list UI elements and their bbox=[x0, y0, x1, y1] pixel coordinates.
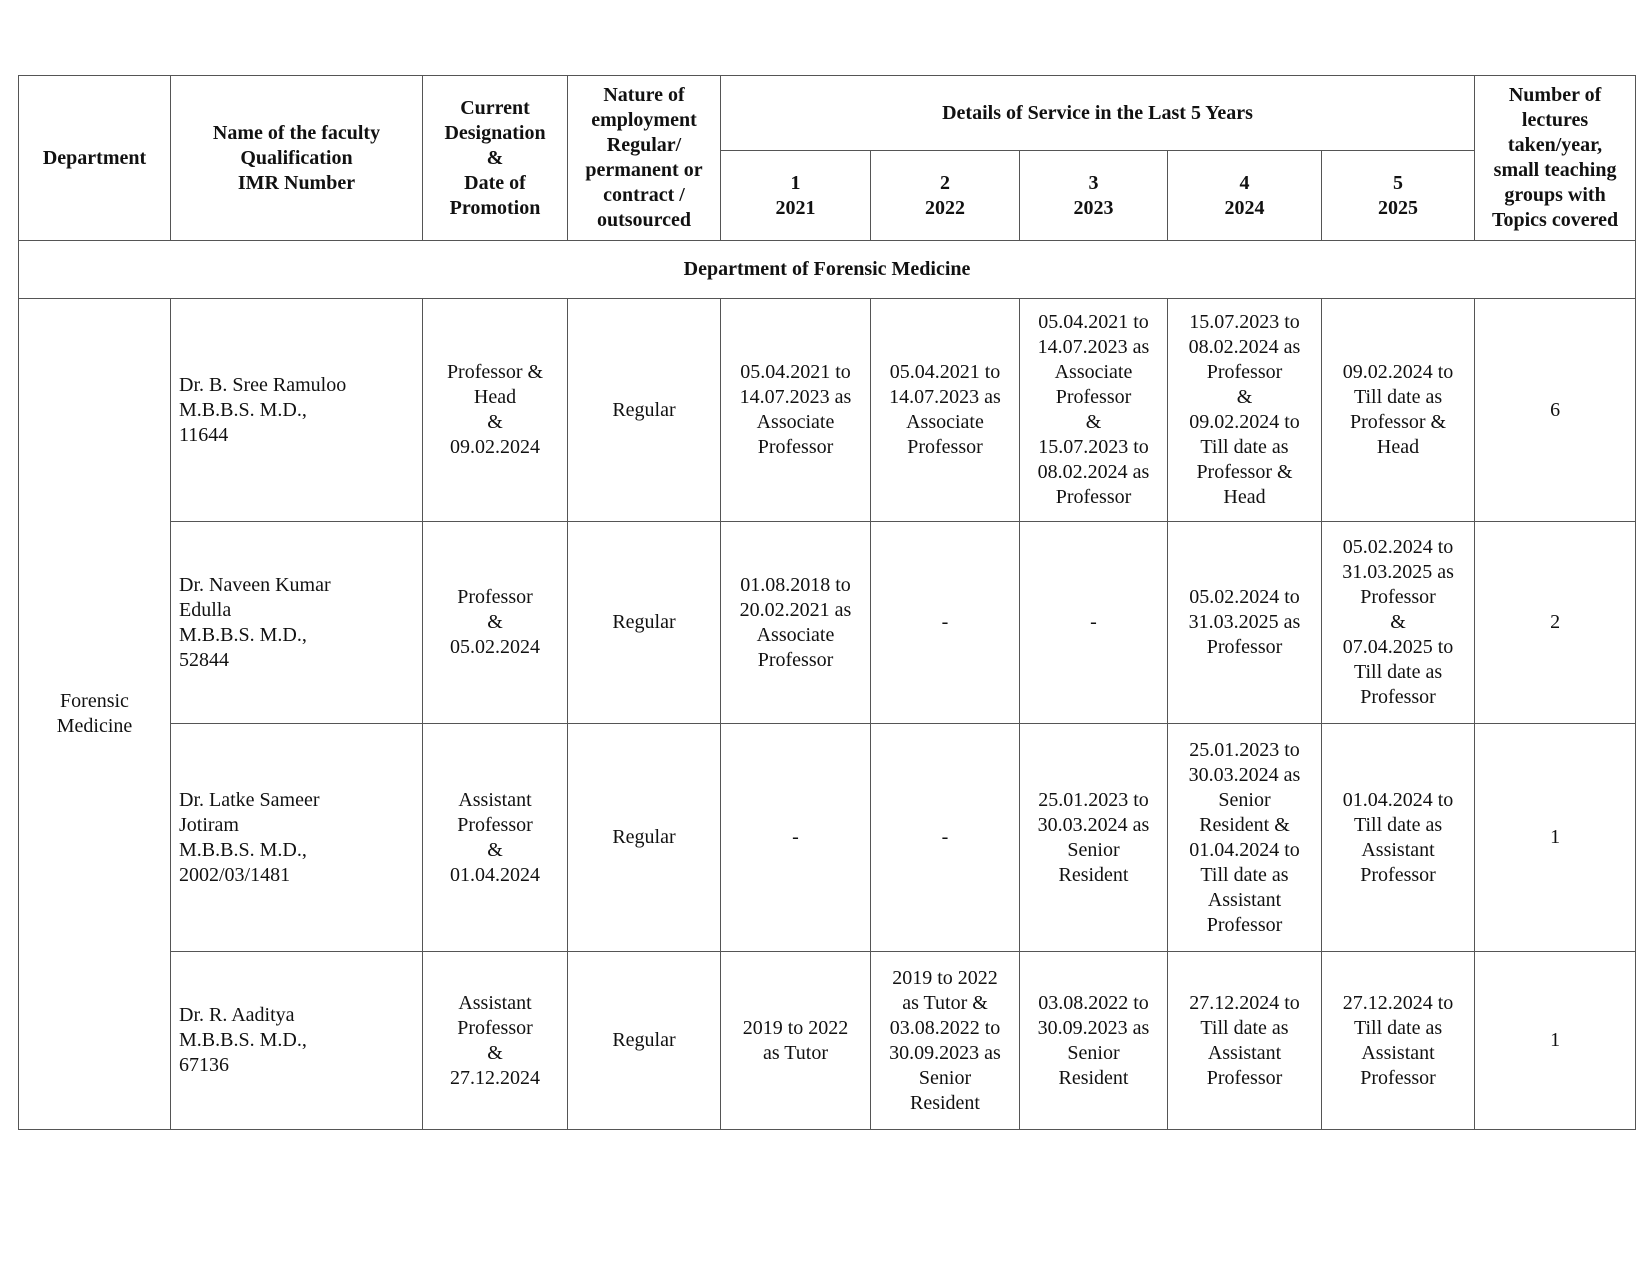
cell-line: Till date as bbox=[1353, 386, 1443, 408]
department-cell: Forensic Medicine bbox=[19, 299, 171, 1130]
cell-line: Professor bbox=[1055, 486, 1132, 508]
designation-cell bbox=[423, 522, 568, 724]
cell-line: Senior bbox=[1067, 838, 1120, 861]
cell-line: 05.02.2024 to bbox=[1342, 536, 1454, 558]
cell-line: 09.02.2024 to bbox=[1189, 411, 1300, 433]
cell-line: - bbox=[941, 611, 949, 633]
service-2024-cell bbox=[1168, 724, 1322, 952]
header-year-2022: 2 2022 bbox=[871, 151, 1020, 241]
service-2023-cell bbox=[1020, 522, 1168, 724]
cell-line: 67136 bbox=[179, 1054, 229, 1076]
header-year-2024: 4 2024 bbox=[1168, 151, 1322, 241]
cell-line: & bbox=[1085, 411, 1102, 433]
cell-line: 30.09.2023 as bbox=[1037, 1016, 1150, 1039]
cell-line: 05.04.2021 to bbox=[740, 361, 851, 383]
cell-line: 15.07.2023 to bbox=[1189, 311, 1300, 333]
header-row bbox=[19, 76, 1636, 151]
cell-line: Professor bbox=[757, 648, 834, 671]
cell-line: 01.08.2018 to bbox=[740, 573, 851, 596]
nature-cell: Regular bbox=[568, 522, 721, 724]
service-2023-cell bbox=[1020, 299, 1168, 522]
cell-line: 2002/03/1481 bbox=[179, 863, 291, 886]
cell-line: 2019 to 2022 bbox=[742, 1016, 849, 1039]
cell-line: Resident bbox=[1058, 863, 1129, 886]
cell-line: & bbox=[487, 838, 503, 861]
cell-line: 31.03.2025 as bbox=[1342, 561, 1454, 583]
cell-line: Resident & bbox=[1199, 813, 1290, 836]
service-2021-cell bbox=[721, 522, 871, 724]
cell-line: 31.03.2025 as bbox=[1188, 611, 1301, 633]
lectures-cell: 1 bbox=[1475, 724, 1636, 952]
lectures-cell: 1 bbox=[1475, 952, 1636, 1130]
cell-line: - bbox=[792, 826, 799, 848]
cell-line: Professor bbox=[907, 436, 983, 458]
cell-line: Professor & bbox=[446, 361, 544, 383]
section-row bbox=[19, 241, 1636, 299]
cell-line: 30.03.2024 as bbox=[1188, 763, 1301, 786]
faculty-table bbox=[18, 75, 1636, 1130]
cell-line: 05.02.2024 bbox=[450, 636, 540, 658]
cell-line: Assistant bbox=[1361, 1041, 1435, 1064]
cell-line: Professor bbox=[1206, 361, 1283, 383]
service-2024-cell bbox=[1168, 299, 1322, 522]
cell-line: Jotiram bbox=[179, 813, 239, 836]
cell-line: M.B.B.S. M.D., bbox=[179, 838, 307, 861]
service-2022-cell bbox=[871, 522, 1020, 724]
designation-cell bbox=[423, 952, 568, 1130]
cell-line: Senior bbox=[918, 1066, 972, 1089]
cell-line: 09.02.2024 bbox=[450, 436, 540, 458]
cell-line: 01.04.2024 bbox=[450, 863, 540, 886]
cell-line: Dr. B. Sree Ramuloo bbox=[179, 373, 347, 396]
cell-line: 52844 bbox=[179, 648, 229, 671]
cell-line: 05.04.2021 to bbox=[1038, 311, 1149, 333]
cell-line: Dr. R. Aaditya bbox=[179, 1004, 295, 1026]
cell-line: 14.07.2023 as bbox=[739, 386, 852, 408]
cell-line: - bbox=[941, 826, 949, 848]
cell-line: Till date as bbox=[1353, 813, 1443, 836]
designation-cell bbox=[423, 299, 568, 522]
cell-line: Professor bbox=[457, 1016, 533, 1039]
cell-line: Dr. Naveen Kumar bbox=[179, 573, 331, 596]
cell-line: 30.03.2024 as bbox=[1037, 813, 1150, 836]
cell-line: Edulla bbox=[179, 598, 232, 621]
cell-line: Professor bbox=[1055, 386, 1132, 408]
cell-line: 2019 to 2022 bbox=[892, 966, 998, 989]
header-lectures: Number of lectures taken/year, small teaching groups with Topics covered bbox=[1475, 76, 1636, 241]
cell-line: 15.07.2023 to bbox=[1038, 436, 1149, 458]
cell-line: M.B.B.S. M.D., bbox=[179, 398, 307, 421]
service-2022-cell bbox=[871, 724, 1020, 952]
cell-line: Dr. Latke Sameer bbox=[179, 788, 320, 811]
table-row bbox=[19, 299, 1636, 522]
cell-line: Senior bbox=[1067, 1041, 1120, 1064]
cell-line: 03.08.2022 to bbox=[1038, 991, 1149, 1014]
cell-line: Till date as bbox=[1200, 436, 1289, 458]
cell-line: Professor bbox=[757, 436, 834, 458]
cell-line: Associate bbox=[1054, 361, 1133, 383]
cell-line: 27.12.2024 to bbox=[1342, 991, 1454, 1014]
cell-line: Assistant bbox=[1207, 888, 1282, 911]
header-year-2021: 1 2021 bbox=[721, 151, 871, 241]
service-2025-cell bbox=[1322, 724, 1475, 952]
service-2025-cell bbox=[1322, 952, 1475, 1130]
cell-line: Head bbox=[1376, 436, 1420, 458]
service-2021-cell bbox=[721, 299, 871, 522]
service-2024-cell bbox=[1168, 522, 1322, 724]
cell-line: 14.07.2023 as bbox=[889, 386, 1001, 408]
cell-line: Professor bbox=[1206, 1066, 1283, 1089]
cell-line: 14.07.2023 as bbox=[1037, 336, 1150, 358]
cell-line: Resident bbox=[910, 1091, 980, 1114]
cell-line: Till date as bbox=[1353, 1016, 1443, 1039]
service-2025-cell bbox=[1322, 299, 1475, 522]
cell-line: Professor bbox=[1206, 913, 1283, 936]
cell-line: Associate bbox=[906, 411, 984, 433]
service-2025-cell bbox=[1322, 522, 1475, 724]
cell-line: 01.04.2024 to bbox=[1342, 788, 1454, 811]
cell-line: as Tutor & bbox=[902, 991, 988, 1014]
cell-line: Assistant bbox=[458, 991, 532, 1014]
service-2023-cell bbox=[1020, 724, 1168, 952]
lectures-cell: 2 bbox=[1475, 522, 1636, 724]
cell-line: Professor & bbox=[1196, 461, 1293, 483]
designation-cell bbox=[423, 724, 568, 952]
cell-line: Associate bbox=[756, 411, 835, 433]
cell-line: 27.12.2024 bbox=[450, 1066, 540, 1089]
header-faculty: Name of the faculty Qualification IMR Number bbox=[171, 76, 423, 241]
cell-line: 25.01.2023 to bbox=[1038, 788, 1149, 811]
cell-line: Resident bbox=[1058, 1066, 1129, 1089]
header-year-2023: 3 2023 bbox=[1020, 151, 1168, 241]
cell-line: Professor bbox=[1360, 686, 1436, 708]
service-2021-cell bbox=[721, 724, 871, 952]
cell-line: 08.02.2024 as bbox=[1037, 461, 1150, 483]
cell-line: Professor bbox=[1360, 863, 1436, 886]
cell-line: Till date as bbox=[1200, 1016, 1289, 1039]
cell-line: & bbox=[1390, 611, 1406, 633]
faculty-cell bbox=[171, 522, 423, 724]
service-2024-cell bbox=[1168, 952, 1322, 1130]
header-designation: Current Designation & Date of Promotion bbox=[423, 76, 568, 241]
nature-cell: Regular bbox=[568, 724, 721, 952]
cell-line: 07.04.2025 to bbox=[1342, 636, 1454, 658]
cell-line: & bbox=[1236, 386, 1253, 408]
faculty-cell bbox=[171, 724, 423, 952]
cell-line: M.B.B.S. M.D., bbox=[179, 1029, 307, 1051]
cell-line: Professor bbox=[1206, 636, 1283, 658]
cell-line: Till date as bbox=[1200, 863, 1289, 886]
cell-line: Associate bbox=[756, 623, 835, 646]
cell-line: & bbox=[487, 411, 503, 433]
cell-line: & bbox=[487, 1041, 503, 1064]
nature-cell: Regular bbox=[568, 299, 721, 522]
service-2023-cell bbox=[1020, 952, 1168, 1130]
cell-line: 30.09.2023 as bbox=[889, 1041, 1001, 1064]
cell-line: Professor bbox=[457, 586, 533, 608]
lectures-cell: 6 bbox=[1475, 299, 1636, 522]
cell-line: Till date as bbox=[1353, 661, 1443, 683]
cell-line: 08.02.2024 as bbox=[1188, 336, 1301, 358]
service-2022-cell bbox=[871, 299, 1020, 522]
cell-line: Senior bbox=[1218, 788, 1271, 811]
section-title: Department of Forensic Medicine bbox=[19, 241, 1636, 299]
nature-cell: Regular bbox=[568, 952, 721, 1130]
cell-line: 05.04.2021 to bbox=[889, 361, 1001, 383]
cell-line: 05.02.2024 to bbox=[1189, 586, 1300, 608]
cell-line: - bbox=[1090, 611, 1097, 633]
cell-line: Assistant bbox=[458, 788, 532, 811]
table-row bbox=[19, 724, 1636, 952]
cell-line: & bbox=[487, 611, 503, 633]
cell-line: 25.01.2023 to bbox=[1189, 738, 1300, 761]
cell-line: 11644 bbox=[179, 423, 229, 446]
service-2022-cell bbox=[871, 952, 1020, 1130]
header-nature-of-employment: Nature of employment Regular/ permanent or contract / outsourced bbox=[568, 76, 721, 241]
service-2021-cell bbox=[721, 952, 871, 1130]
header-service-details: Details of Service in the Last 5 Years bbox=[721, 76, 1475, 151]
cell-line: Assistant bbox=[1361, 838, 1435, 861]
table-row bbox=[19, 522, 1636, 724]
faculty-cell bbox=[171, 299, 423, 522]
cell-line: Professor bbox=[1360, 1066, 1436, 1089]
cell-line: Professor bbox=[1360, 586, 1436, 608]
cell-line: 27.12.2024 to bbox=[1189, 991, 1300, 1014]
cell-line: Head bbox=[1223, 486, 1266, 508]
cell-line: 01.04.2024 to bbox=[1189, 838, 1300, 861]
header-department: Department bbox=[19, 76, 171, 241]
cell-line: M.B.B.S. M.D., bbox=[179, 623, 307, 646]
cell-line: 03.08.2022 to bbox=[889, 1016, 1001, 1039]
cell-line: Professor bbox=[457, 813, 533, 836]
header-year-2025: 5 2025 bbox=[1322, 151, 1475, 241]
cell-line: Assistant bbox=[1207, 1041, 1282, 1064]
table-row bbox=[19, 952, 1636, 1130]
cell-line: Professor & bbox=[1349, 411, 1447, 433]
cell-line: 09.02.2024 to bbox=[1342, 361, 1454, 383]
faculty-cell bbox=[171, 952, 423, 1130]
cell-line: as Tutor bbox=[762, 1041, 829, 1064]
cell-line: Head bbox=[473, 386, 517, 408]
cell-line: 20.02.2021 as bbox=[739, 598, 852, 621]
